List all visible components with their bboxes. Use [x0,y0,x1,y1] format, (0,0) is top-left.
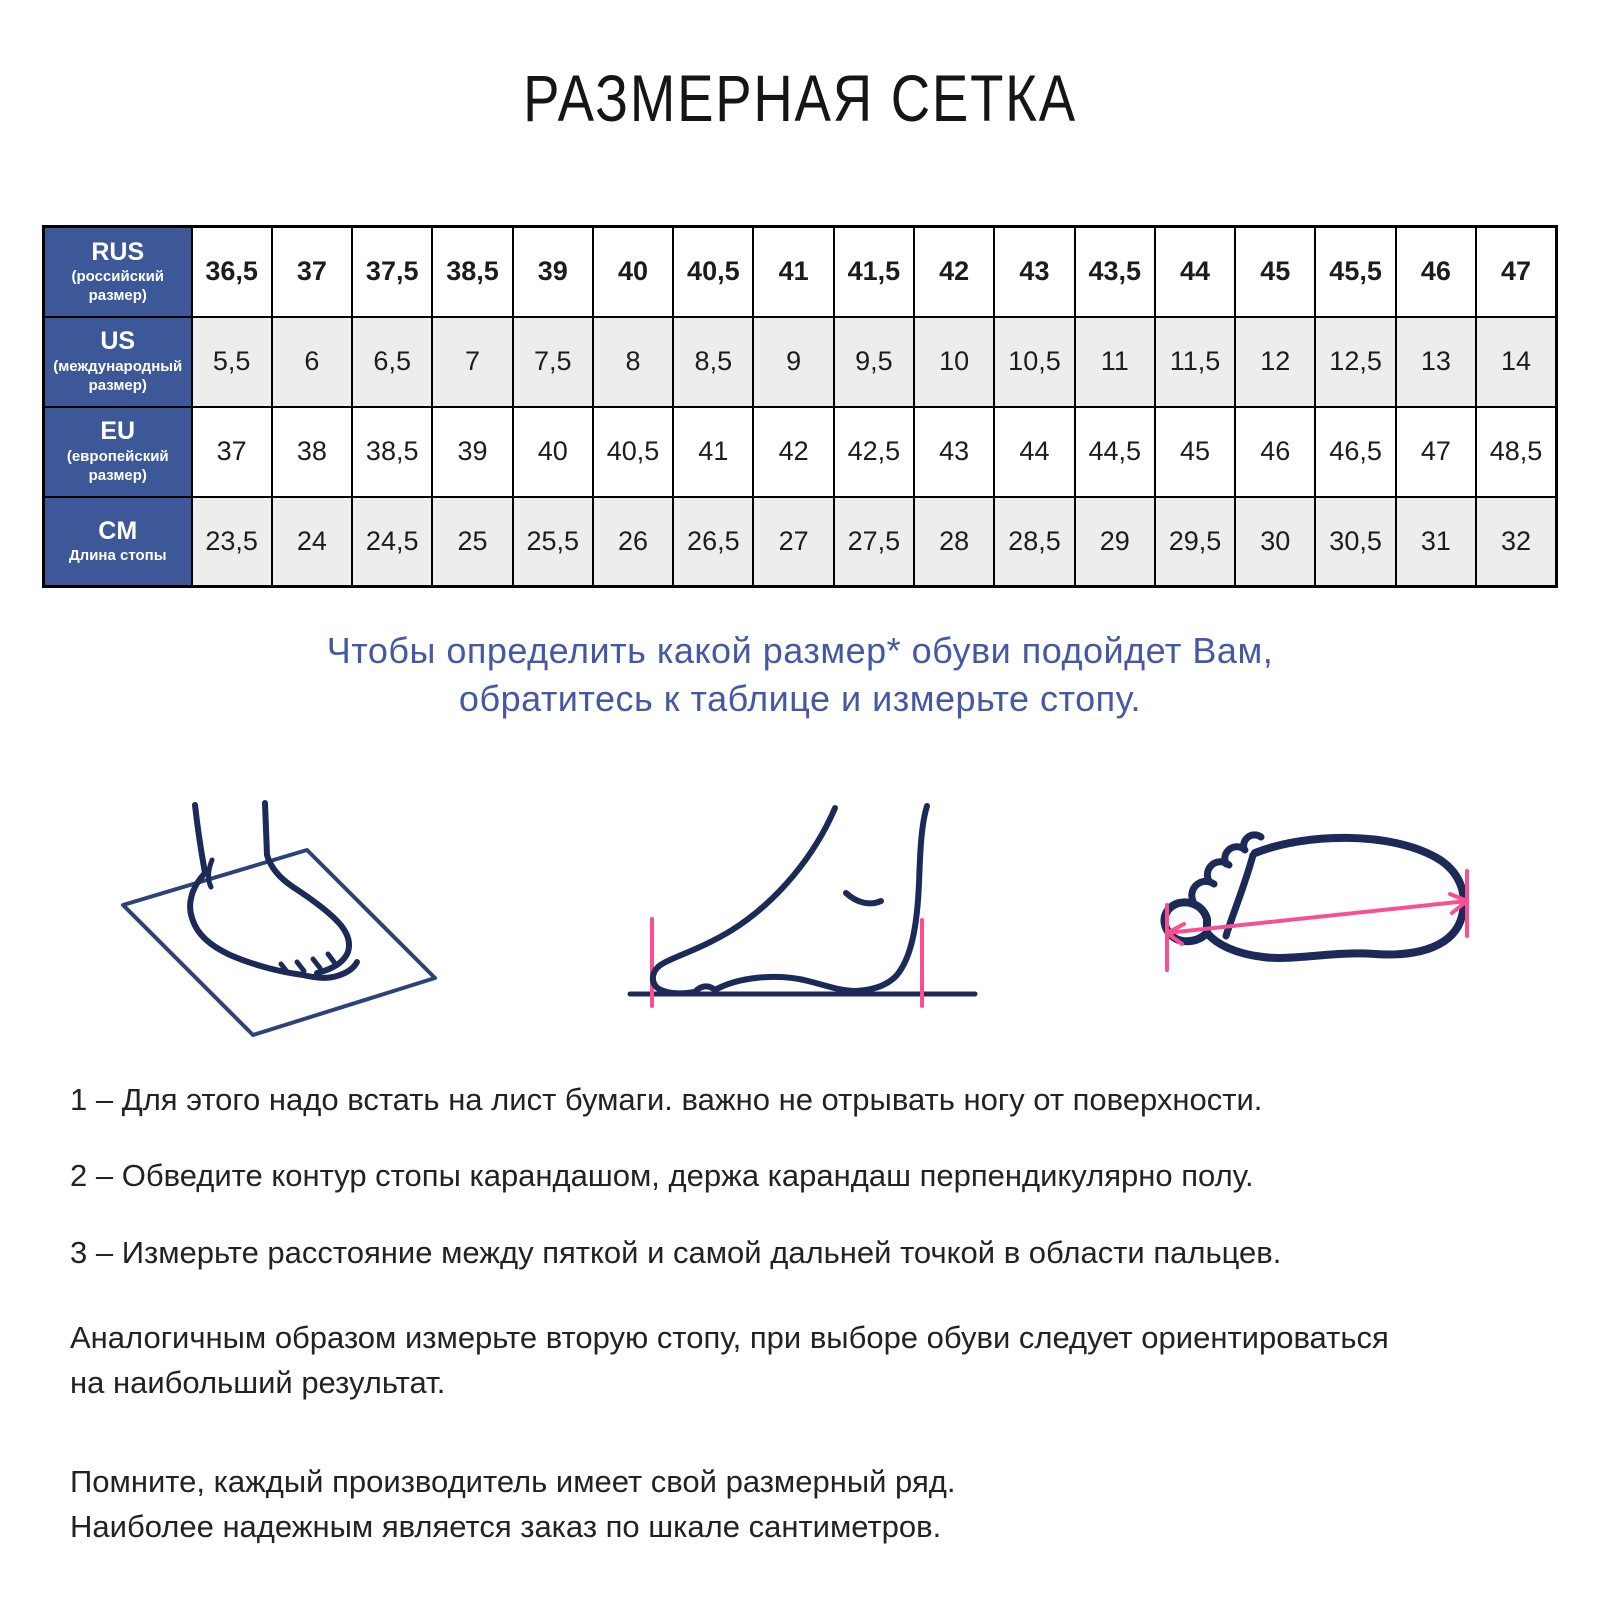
size-cell: 13 [1396,317,1476,407]
size-cell: 38 [272,407,352,497]
size-cell: 26 [593,497,673,587]
size-cell: 12 [1235,317,1315,407]
size-cell: 42 [753,407,833,497]
intro-line-2: обратитесь к таблице и измерьте стопу. [458,677,1142,719]
note-both-feet [70,1316,1580,1406]
row-code: US [100,327,136,356]
note-manufacturer [70,1460,1580,1550]
size-cell: 30 [1235,497,1315,587]
size-cell: 8 [593,317,673,407]
intro-text [0,627,1600,722]
size-cell: 43 [994,227,1074,317]
row-subtitle: (международный размер) [53,358,183,394]
size-cell: 38,5 [432,227,512,317]
size-cell: 44 [994,407,1074,497]
size-cell: 23,5 [192,497,272,587]
row-code: CM [98,516,138,545]
size-cell: 40,5 [673,227,753,317]
size-cell: 24 [272,497,352,587]
size-cell: 27 [753,497,833,587]
row-code: EU [100,417,136,446]
size-cell: 37 [192,407,272,497]
size-cell: 12,5 [1315,317,1395,407]
size-cell: 6,5 [352,317,432,407]
size-cell: 8,5 [673,317,753,407]
size-cell: 6 [272,317,352,407]
note-manufacturer-line-2: Наиболее надежным является заказ по шкале сантиметров. [70,1508,942,1544]
size-cell: 41 [673,407,753,497]
table-row [44,497,1557,587]
step-1: 1 – Для этого надо встать на лист бумаги. важно не отрывать ногу от поверхности. [70,1082,1263,1117]
size-cell: 43,5 [1075,227,1155,317]
step-2: 2 – Обведите контур стопы карандашом, держа карандаш перпендикулярно полу. [70,1158,1254,1194]
size-cell: 44,5 [1075,407,1155,497]
foot-on-paper-illustration [70,763,500,1083]
size-cell: 28 [914,497,994,587]
size-cell: 46 [1396,227,1476,317]
size-cell: 30,5 [1315,497,1395,587]
size-cell: 41,5 [834,227,914,317]
size-cell: 14 [1476,317,1557,407]
row-subtitle: (российский размер) [71,268,165,305]
row-header-eu [44,407,192,497]
illustration-row [70,758,1530,1088]
size-cell: 46 [1235,407,1315,497]
size-cell: 40,5 [593,407,673,497]
table-row [44,227,1557,317]
table-row [44,407,1557,497]
size-cell: 38,5 [352,407,432,497]
size-cell: 25,5 [513,497,593,587]
foot-side-measure-illustration [600,763,1000,1083]
size-cell: 43 [914,407,994,497]
size-cell: 29,5 [1155,497,1235,587]
step-3: 3 – Измерьте расстояние между пяткой и самой дальней точкой в области пальцев. [70,1234,1282,1270]
row-subtitle: (европейский размер) [66,448,169,484]
size-cell: 40 [513,407,593,497]
size-cell: 37,5 [352,227,432,317]
size-cell: 25 [432,497,512,587]
row-header-us [44,317,192,407]
size-conversion-table [42,225,1558,588]
size-cell: 48,5 [1476,407,1557,497]
size-cell: 27,5 [834,497,914,587]
size-cell: 47 [1396,407,1476,497]
size-table-body [44,227,1557,587]
size-cell: 45,5 [1315,227,1395,317]
size-cell: 9,5 [834,317,914,407]
row-header-cm [44,497,192,587]
size-cell: 9 [753,317,833,407]
size-cell: 5,5 [192,317,272,407]
size-cell: 29 [1075,497,1155,587]
size-cell: 41 [753,227,833,317]
size-cell: 37 [272,227,352,317]
size-cell: 39 [513,227,593,317]
note-both-feet-line-1: Аналогичным образом измерьте вторую стопу, при выборе обуви следует ориентироваться [70,1320,1389,1355]
row-header-rus [44,227,192,317]
measuring-steps [70,1080,1570,1309]
intro-line-1: Чтобы определить какой размер* обуви подойдет Вам, [326,630,1274,671]
size-cell: 39 [432,407,512,497]
size-cell: 45 [1235,227,1315,317]
table-row [44,317,1557,407]
row-code: RUS [91,237,145,266]
size-cell: 24,5 [352,497,432,587]
size-cell: 26,5 [673,497,753,587]
size-cell: 10 [914,317,994,407]
size-cell: 7 [432,317,512,407]
size-cell: 31 [1396,497,1476,587]
size-cell: 32 [1476,497,1557,587]
size-cell: 45 [1155,407,1235,497]
size-cell: 11,5 [1155,317,1235,407]
size-cell: 42,5 [834,407,914,497]
row-subtitle: Длина стопы [68,547,167,565]
size-cell: 28,5 [994,497,1074,587]
size-cell: 44 [1155,227,1235,317]
size-cell: 42 [914,227,994,317]
size-cell: 11 [1075,317,1155,407]
size-cell: 36,5 [192,227,272,317]
foot-length-arrow-illustration [1100,773,1530,1073]
note-manufacturer-line-1: Помните, каждый производитель имеет свой размерный ряд. [70,1464,956,1499]
page-title: РАЗМЕРНАЯ СЕТКА [523,62,1077,137]
size-cell: 46,5 [1315,407,1395,497]
size-cell: 7,5 [513,317,593,407]
note-both-feet-line-2: на наибольший результат. [70,1364,446,1400]
size-cell: 47 [1476,227,1557,317]
size-cell: 10,5 [994,317,1074,407]
size-cell: 40 [593,227,673,317]
